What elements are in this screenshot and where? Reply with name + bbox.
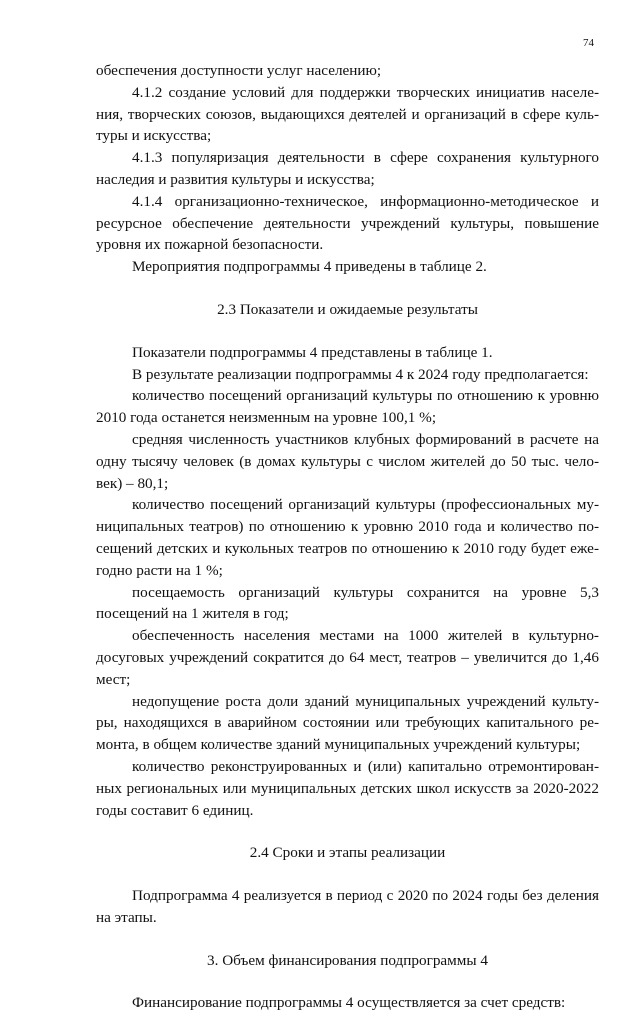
paragraph-item-4-1-3: 4.1.3 популяризация деятельности в сфере сохранения культурного наследия и развития культуры и искусства; <box>96 149 599 188</box>
paragraph-item-4-1-2: 4.1.2 создание условий для поддержки творческих инициатив населения, творческих союзов, выдающихся деятелей и организаций в сфере культуры и искусства; <box>96 83 599 145</box>
paragraph: Показатели подпрограммы 4 представлены в таблице 1. <box>132 343 493 361</box>
section-heading-3: 3. Объем финансирования подпрограммы 4 <box>207 951 488 969</box>
paragraph: обеспеченность населения местами на 1000 жителей в культурно-досуговых учреждений сократится до 64 мест, театров – увеличится до 1,46 мест; <box>96 627 599 688</box>
paragraph: количество посещений организаций культуры (профессиональных муниципальных театров) по отношению к уровню 2010 года и количество посещений детских и кукольных театров по отношению к 2010 году будет ежегодно расти на 1 %; <box>96 496 599 579</box>
paragraph: посещаемость организаций культуры сохранится на уровне 5,3 посещений на 1 жителя в год; <box>96 583 599 623</box>
page-number: 74 <box>583 37 594 49</box>
paragraph: недопущение роста доли зданий муниципальных учреждений культуры, находящихся в аварийном состоянии или требующих капитального ремонта, в общем количестве зданий муниципальных учреждений культуры; <box>96 692 599 754</box>
section-heading-2-3: 2.3 Показатели и ожидаемые результаты <box>217 300 478 318</box>
paragraph: Подпрограмма 4 реализуется в период с 2020 по 2024 годы без деления на этапы. <box>96 887 599 926</box>
paragraph: количество реконструированных и (или) капитально отремонтированных региональных или муниципальных детских школ искусств за 2020-2022 годы составит 6 единиц. <box>96 757 599 819</box>
document-body <box>96 60 599 1014</box>
paragraph: В результате реализации подпрограммы 4 к 2024 году предполагается: <box>132 365 589 383</box>
paragraph: средняя численность участников клубных формирований в расчете на одну тысячу человек (в домах культуры с числом жителей до 50 тыс. человек) – 80,1; <box>96 430 599 492</box>
paragraph-item-4-1-4: 4.1.4 организационно-техническое, информационно-методическое и ресурсное обеспечение деятельности учреждений культуры, повышение уровня их пожарной безопасности. <box>96 192 599 254</box>
paragraph: Мероприятия подпрограммы 4 приведены в таблице 2. <box>132 258 487 276</box>
paragraph: обеспечения доступности услуг населению; <box>96 62 382 79</box>
section-heading-2-4: 2.4 Сроки и этапы реализации <box>249 844 446 862</box>
paragraph: Финансирование подпрограммы 4 осуществляется за счет средств: <box>132 994 566 1012</box>
paragraph: количество посещений организаций культуры по отношению к уровню 2010 года останется неизменным на уровне 100,1 %; <box>96 387 599 427</box>
